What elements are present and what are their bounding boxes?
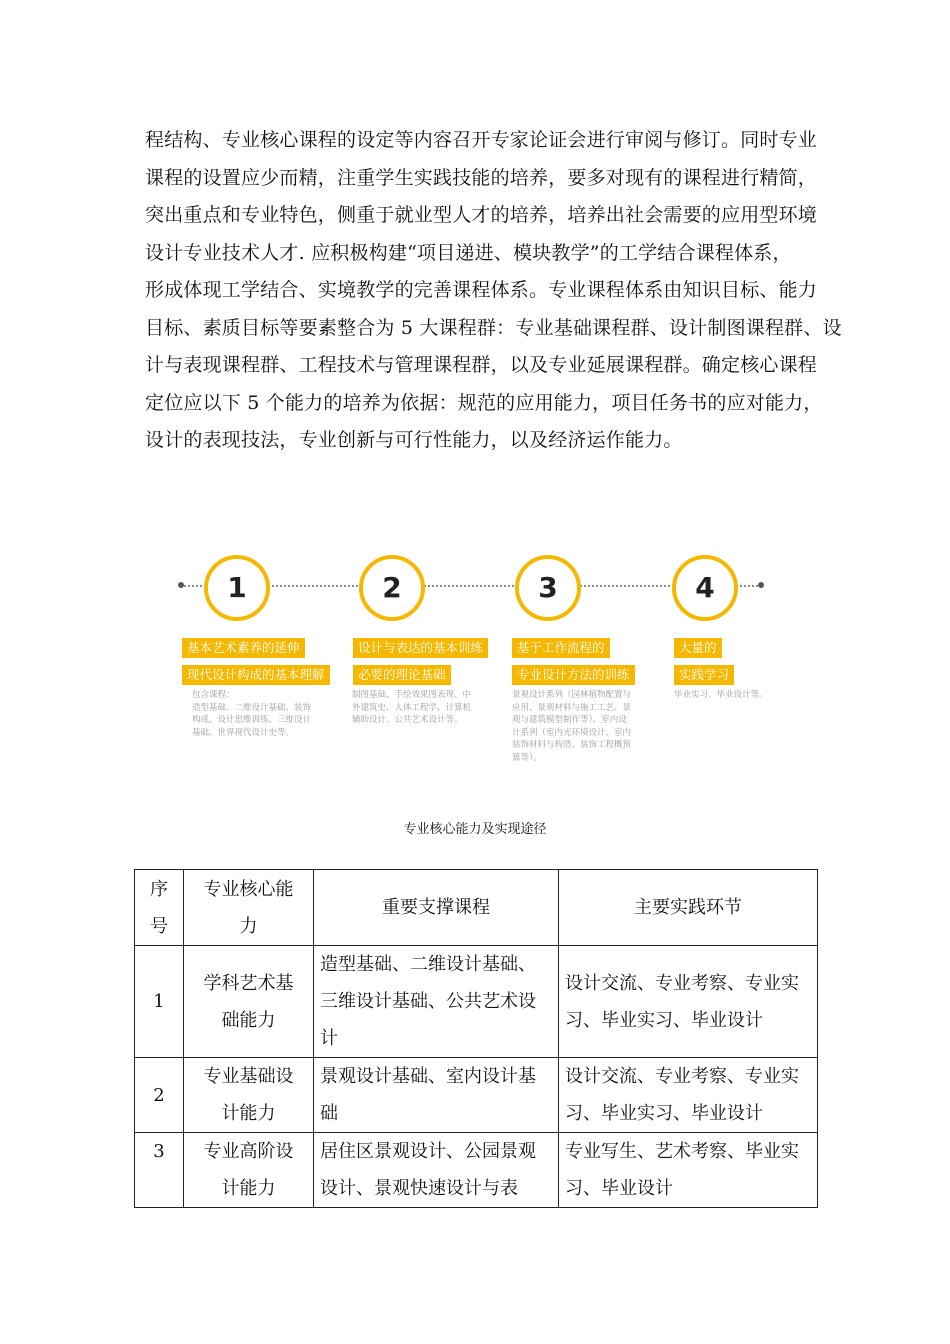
step-1-circle: 1 xyxy=(204,555,270,621)
timeline-end-dot xyxy=(758,582,764,588)
row-practice: 设计交流、专业考察、专业实 习、毕业实习、毕业设计 xyxy=(559,1058,818,1133)
header-seq: 序 号 xyxy=(135,870,184,946)
body-paragraph xyxy=(145,122,842,460)
header-ability: 专业核心能 力 xyxy=(184,870,314,946)
paragraph-line: 突出重点和专业特色，侧重于就业型人才的培养，培养出社会需要的应用型环境 xyxy=(145,204,818,226)
row-seq: 1 xyxy=(135,946,184,1058)
step-4-tag: 实践学习 xyxy=(674,665,734,685)
paragraph-line: 课程的设置应少而精，注重学生实践技能的培养，要多对现有的课程进行精简， xyxy=(145,166,818,189)
row-ability: 专业基础设 计能力 xyxy=(184,1058,314,1133)
row-courses: 造型基础、二维设计基础、 三维设计基础、公共艺术设 计 xyxy=(314,946,559,1058)
header-courses: 重要支撑课程 xyxy=(314,870,559,946)
row-ability: 学科艺术基 础能力 xyxy=(184,946,314,1058)
paragraph-line: 计与表现课程群、工程技术与管理课程群，以及专业延展课程群。确定核心课程 xyxy=(145,354,818,376)
core-ability-table xyxy=(134,869,818,1208)
row-courses: 景观设计基础、室内设计基 础 xyxy=(314,1058,559,1133)
step-1-tag: 现代设计构成的基本理解 xyxy=(182,665,330,685)
paragraph-line: 目标、素质目标等要素整合为 5 大课程群：专业基础课程群、设计制图课程群、设 xyxy=(145,316,842,339)
step-1-tag: 基本艺术素养的延伸 xyxy=(182,638,305,658)
step-3-tag: 专业设计方法的训练 xyxy=(512,665,635,685)
step-3-description: 景观设计系列（园林植物配置与 应用、景观材料与施工工艺、景 观与建筑模型制作等）、室内设 计系列（室内光环境设计、室内 装饰材料与构造、装饰工程概预 算等）。 xyxy=(512,690,632,763)
table-row xyxy=(135,1133,818,1208)
timeline-start-dot xyxy=(178,582,184,588)
table-caption: 专业核心能力及实现途径 xyxy=(403,822,547,837)
row-seq: 2 xyxy=(135,1058,184,1133)
header-practice: 主要实践环节 xyxy=(559,870,818,946)
step-2-tag: 必要的理论基础 xyxy=(353,665,451,685)
step-2-description: 制图基础、手绘效果图表现、中 外建筑史、人体工程学、计算机 辅助设计、公共艺术设计等。 xyxy=(352,690,472,725)
table-header-row xyxy=(135,870,818,946)
row-courses: 居住区景观设计、公园景观 设计、景观快速设计与表 xyxy=(314,1133,559,1208)
course-steps-diagram xyxy=(176,548,776,778)
step-2-circle: 2 xyxy=(359,555,425,621)
paragraph-line: 程结构、专业核心课程的设定等内容召开专家论证会进行审阅与修订。同时专业 xyxy=(145,129,818,151)
paragraph-line: 设计专业技术人才. 应积极构建“项目递进、模块教学”的工学结合课程体系， xyxy=(145,241,792,264)
paragraph-line: 定位应以下 5 个能力的培养为依据：规范的应用能力，项目任务书的应对能力， xyxy=(145,391,823,414)
table-row xyxy=(135,1058,818,1133)
step-4-description: 毕业实习、毕业设计等。 xyxy=(674,690,768,700)
step-3-circle: 3 xyxy=(515,555,581,621)
row-seq: 3 xyxy=(135,1133,184,1208)
row-ability: 专业高阶设 计能力 xyxy=(184,1133,314,1208)
step-4-circle: 4 xyxy=(672,555,738,621)
row-practice: 设计交流、专业考察、专业实 习、毕业实习、毕业设计 xyxy=(559,946,818,1058)
paragraph-line: 形成体现工学结合、实境教学的完善课程体系。专业课程体系由知识目标、能力 xyxy=(145,279,818,301)
step-4-tag: 大量的 xyxy=(674,638,722,658)
step-1-description: 包含课程： 造型基础、二维设计基础、装饰 构成、设计思维训练、三维设计 基础、世界现代设计史等。 xyxy=(192,690,312,738)
step-3-tag: 基于工作流程的 xyxy=(512,638,610,658)
table-row xyxy=(135,946,818,1058)
paragraph-line: 设计的表现技法，专业创新与可行性能力，以及经济运作能力。 xyxy=(145,429,683,451)
step-2-tag: 设计与表达的基本训练 xyxy=(353,638,488,658)
row-practice: 专业写生、艺术考察、毕业实 习、毕业设计 xyxy=(559,1133,818,1208)
